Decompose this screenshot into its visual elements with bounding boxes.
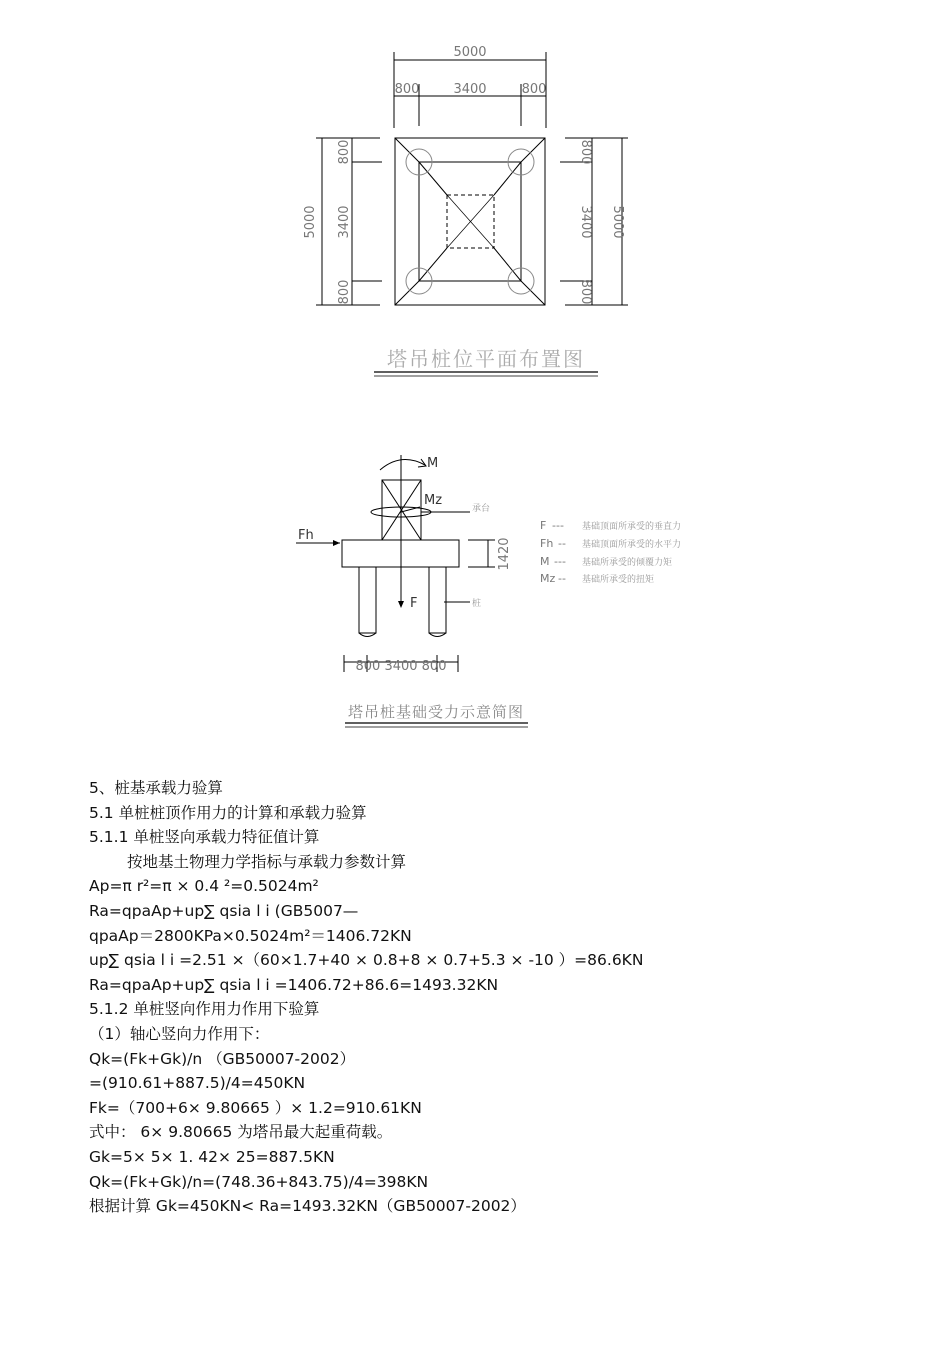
legend-desc-m: 基础所承受的倾覆力矩 — [582, 558, 673, 568]
label-moment: M — [427, 456, 439, 471]
formula-side-friction: up∑ qsia l i =2.51 ×（60×1.7+40 × 0.8+8 × 0.7+5.3 × -10 ）=86.6KN — [89, 951, 644, 970]
legend-desc-mz: 基础所承受的扭矩 — [582, 575, 655, 585]
formula-ap: Ap=π r²=π × 0.4 ²=0.5024m² — [89, 877, 319, 896]
legend-dash-fh: -- — [558, 537, 566, 550]
dim-cap-height: 1420 — [497, 537, 512, 571]
method-note: 按地基土物理力学指标与承载力参数计算 — [127, 852, 407, 871]
subsection-heading: 5.1 单桩桩顶作用力的计算和承载力验算 — [89, 803, 367, 822]
subsubsection-heading-2: 5.1.2 单桩竖向作用力作用下验算 — [89, 1000, 320, 1019]
formula-gk: Gk=5× 5× 1. 42× 25=887.5KN — [89, 1147, 335, 1166]
formula-fk: Fk=（700+6× 9.80665 ）× 1.2=910.61KN — [89, 1098, 422, 1117]
label-horizontal-force: Fh — [298, 528, 314, 543]
formula-ra: Ra=qpaAp+up∑ qsia l i (GB5007— — [89, 901, 359, 920]
dim-left-mid: 3400 — [337, 205, 352, 239]
legend-sym-f: F — [540, 519, 547, 532]
subsubsection-heading: 5.1.1 单桩竖向承载力特征值计算 — [89, 828, 320, 847]
formula-qk: Qk=(Fk+Gk)/n （GB50007-2002） — [89, 1049, 356, 1068]
label-torque: Mz — [424, 493, 443, 508]
legend-sym-mz: Mz — [540, 572, 556, 585]
legend-desc-fh: 基础顶面所承受的水平力 — [582, 540, 682, 550]
formula-note: 式中： 6× 9.80665 为塔吊最大起重荷载。 — [89, 1123, 393, 1142]
figure1-caption: 塔吊桩位平面布置图 — [387, 347, 585, 371]
figure2-caption: 塔吊桩基础受力示意简图 — [347, 703, 525, 721]
legend-dash-m: --- — [554, 555, 566, 568]
dim-right-total: 5000 — [610, 205, 625, 239]
dim-top-left: 800 — [394, 82, 420, 97]
dim-top-total: 5000 — [453, 45, 487, 60]
dim-right-top: 800 — [578, 139, 593, 165]
dim-left-total: 5000 — [303, 205, 318, 239]
dim-right-mid: 3400 — [578, 205, 593, 239]
formula-qk-alt: Qk=(Fk+Gk)/n=(748.36+843.75)/4=398KN — [89, 1172, 429, 1191]
label-vertical-force: F — [410, 596, 418, 611]
calculation-text — [89, 776, 889, 1219]
legend-dash-f: --- — [552, 519, 564, 532]
formula-qk-result: =(910.61+887.5)/4=450KN — [89, 1074, 306, 1093]
legend-desc-f: 基础顶面所承受的垂直力 — [582, 522, 682, 532]
legend-dash-mz: -- — [558, 572, 566, 585]
dim-left-top: 800 — [337, 139, 352, 165]
section-heading: 5、桩基承载力验算 — [89, 779, 223, 797]
label-pile: 桩 — [472, 599, 482, 609]
dim-bottom: 800 3400 800 — [355, 659, 447, 674]
force-diagram-figure — [0, 400, 950, 740]
conclusion: 根据计算 Gk=450KN< Ra=1493.32KN（GB50007-2002） — [89, 1197, 526, 1216]
dim-right-bottom: 800 — [578, 279, 593, 305]
label-pile-cap: 承台 — [472, 504, 491, 514]
formula-qpa: qpaAp＝2800KPa×0.5024m²＝1406.72KN — [89, 926, 412, 945]
formula-ra-result: Ra=qpaAp+up∑ qsia l i =1406.72+86.6=1493.32KN — [89, 975, 499, 994]
force-legend — [540, 519, 681, 585]
dim-top-right: 800 — [521, 82, 547, 97]
dim-left-bottom: 800 — [337, 279, 352, 305]
dim-top-mid: 3400 — [453, 82, 487, 97]
legend-sym-fh: Fh — [540, 537, 554, 550]
legend-sym-m: M — [540, 555, 550, 568]
pile-plan-figure — [0, 0, 950, 400]
case-heading: （1）轴心竖向力作用下： — [89, 1024, 270, 1043]
